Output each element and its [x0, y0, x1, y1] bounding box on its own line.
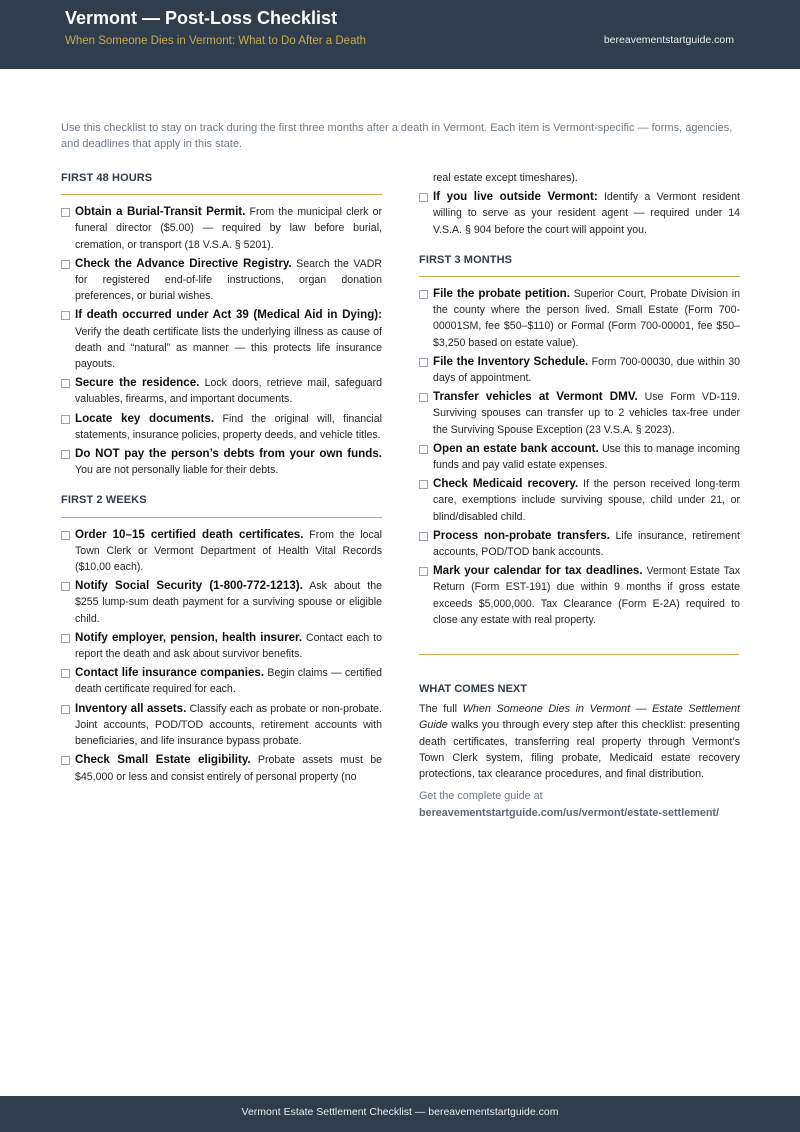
item-continuation: real estate except timeshares). — [433, 172, 578, 184]
checklist-item — [61, 665, 382, 697]
item-text: Lock doors, retrieve mail, safeguard valuables, firearms, and important documents. — [75, 377, 382, 406]
item-heading: Notify employer, pension, health insurer. — [75, 630, 303, 644]
checklist-item — [61, 578, 382, 627]
item-text: Probate assets must be $45,000 or less and consist entirely of personal property (no — [75, 754, 382, 783]
checkbox[interactable] — [61, 260, 70, 269]
right-column — [419, 170, 740, 821]
item-heading: Secure the residence. — [75, 376, 200, 390]
checklist-item — [419, 389, 740, 438]
checklist-item — [61, 527, 382, 576]
footer-text: Vermont Estate Settlement Checklist — bereavementstartguide.com — [241, 1106, 559, 1118]
item-text: Verify the death certificate lists the underlying illness as cause of death and “natural” as manner — this protects life insurance payouts. — [75, 325, 382, 371]
checklist-item — [61, 752, 382, 784]
checklist-first-2-weeks-extra — [419, 189, 740, 238]
page-title: Vermont — Post-Loss Checklist — [65, 8, 338, 28]
checklist-first-48-hours — [61, 204, 382, 478]
item-text: If the person received long-term care, exemptions include surviving spouse, child under 21, or blind/disabled child. — [433, 478, 740, 523]
item-text: Ask about the $255 lump-sum death payment for a surviving spouse or eligible child. — [75, 580, 382, 625]
checklist-item — [61, 375, 382, 407]
item-text: Use Form VD-119. Surviving spouses can transfer up to 2 vehicles tax-free under the Surviving Spouse Exception (23 V.S.A. § 2023). — [433, 391, 740, 436]
checkbox[interactable] — [419, 532, 428, 541]
checklist-item — [419, 354, 740, 386]
checkbox[interactable] — [61, 582, 70, 591]
next-divider — [419, 654, 739, 655]
checkbox[interactable] — [61, 311, 70, 320]
next-body-prefix: The full — [419, 703, 458, 716]
page-subtitle: When Someone Dies in Vermont: What to Do After a Death — [65, 35, 367, 47]
checklist-item — [61, 256, 382, 305]
checklist-item — [61, 204, 382, 253]
page-footer — [0, 1096, 800, 1132]
checklist-item — [419, 286, 740, 351]
section-title-first-48-hours: FIRST 48 HOURS — [61, 172, 153, 184]
item-text: You are not personally liable for their debts. — [75, 464, 279, 477]
section-divider — [61, 517, 382, 518]
checklist-item — [61, 307, 382, 372]
item-heading: Check the Advance Directive Registry. — [75, 256, 292, 270]
item-text: From the local Town Clerk or Vermont Department of Health Vital Records ($10.00 each). — [75, 528, 382, 574]
item-text: Contact each to report the death and ask about survivor benefits. — [75, 631, 382, 661]
checkbox[interactable] — [419, 358, 428, 367]
checklist-item — [419, 441, 740, 473]
item-heading: Obtain a Burial-Transit Permit. — [75, 205, 246, 219]
checklist-item — [61, 630, 382, 662]
checklist-item — [61, 411, 382, 443]
item-heading: Mark your calendar for tax deadlines. — [433, 564, 643, 578]
next-body-suffix: walks you through every step after this checklist: presenting death certificates, transferring real property through Vermont’s Town Clerk system, filing probate, Medicaid estate recovery protections, tax clearance procedures, and final distribution. — [419, 719, 741, 781]
checklist-item — [61, 701, 382, 750]
item-heading: Transfer vehicles at Vermont DMV. — [433, 390, 638, 404]
item-text: Vermont Estate Tax Return (Form EST-191) due within 9 months if gross estate exceeds $5,000,000. Tax Clearance (Form E-2A) required to close any estate with real property. — [433, 565, 741, 626]
item-heading: Do NOT pay the person’s debts from your own funds. — [75, 447, 382, 461]
checklist-item — [419, 563, 740, 628]
item-text: Classify each as probate or non-probate. Joint accounts, POD/TOD accounts, retirement accounts with beneficiaries, and life insurance bypass probate. — [75, 702, 382, 748]
checkbox[interactable] — [61, 669, 70, 678]
header-site-link[interactable]: bereavementstartguide.com — [603, 34, 734, 46]
item-heading: Check Medicaid recovery. — [433, 477, 579, 491]
guide-title: When Someone Dies in Vermont — Estate Settlement Guide — [419, 703, 740, 732]
checkbox[interactable] — [61, 379, 70, 388]
checklist-item — [419, 528, 740, 560]
item-heading: Check Small Estate eligibility. — [75, 753, 251, 767]
intro-text: Use this checklist to stay on track during the first three months after a death in Vermont. Each item is Vermont-specific — forms, agencies, and deadlines that apply in this state. — [61, 122, 733, 150]
item-heading: Open an estate bank account. — [433, 441, 599, 455]
item-text: Use this to manage incoming funds and pay valid estate expenses. — [433, 442, 740, 472]
checklist-item — [419, 189, 740, 238]
item-heading: Process non-probate transfers. — [433, 528, 611, 542]
item-text: Find the original will, financial statements, insurance policies, property deeds, and vehicle titles. — [75, 412, 383, 441]
item-heading: Inventory all assets. — [75, 701, 187, 715]
checkbox[interactable] — [61, 531, 70, 540]
checklist-item — [61, 446, 382, 478]
item-text: Superior Court, Probate Division in the county where the person lived. Small Estate (Form 700-00001SM, fee $50–$110) or Formal (Form 700-00001, fee $50–$3,250 based on estate value). — [433, 288, 740, 349]
checkbox[interactable] — [419, 567, 428, 576]
checkbox[interactable] — [61, 756, 70, 765]
item-heading: If death occurred under Act 39 (Medical Aid in Dying): — [75, 308, 382, 322]
item-text: Form 700-00030, due within 30 days of appointment. — [433, 355, 740, 385]
item-heading: Locate key documents. — [75, 411, 215, 425]
next-section-body — [419, 701, 740, 782]
checkbox[interactable] — [419, 290, 428, 299]
checklist-first-3-months — [419, 286, 740, 628]
item-heading: Order 10–15 certified death certificates. — [75, 527, 304, 541]
item-heading: File the Inventory Schedule. — [433, 354, 589, 368]
item-text: Search the VADR for registered end-of-life instructions, organ donation preferences, or burial wishes. — [75, 257, 383, 303]
guide-link[interactable]: bereavementstartguide.com/us/vermont/estate-settlement/ — [419, 806, 720, 819]
checkbox[interactable] — [419, 193, 428, 202]
left-column — [61, 170, 382, 788]
checklist-first-2-weeks — [61, 527, 382, 785]
section-divider — [419, 276, 740, 277]
checkbox[interactable] — [61, 705, 70, 714]
item-heading: File the probate petition. — [433, 287, 570, 301]
checkbox[interactable] — [419, 480, 428, 489]
item-text: From the municipal clerk or funeral director ($5.00) — required by law before burial, cremation, or transport (18 V.S.A. § 5201). — [75, 206, 382, 251]
page-header — [0, 0, 800, 69]
item-heading: Notify Social Security (1-800-772-1213). — [75, 579, 303, 593]
checkbox[interactable] — [61, 415, 70, 424]
item-text: Life insurance, retirement accounts, POD/TOD bank accounts. — [433, 529, 740, 559]
checkbox[interactable] — [419, 445, 428, 454]
item-text: Identify a Vermont resident willing to serve as your resident agent — required under 14 V.S.A. § 904 before the court will appoint you. — [433, 191, 740, 236]
section-divider — [61, 194, 382, 195]
guide-cta: Get the complete guide at — [419, 790, 543, 803]
next-section-title: WHAT COMES NEXT — [419, 683, 527, 696]
checkbox[interactable] — [419, 393, 428, 402]
item-heading: Contact life insurance companies. — [75, 666, 265, 680]
checklist-item — [419, 476, 740, 525]
checkbox[interactable] — [61, 450, 70, 459]
item-text: Begin claims — certified death certificate required for each. — [75, 667, 382, 696]
section-title-first-2-weeks: FIRST 2 WEEKS — [61, 494, 147, 507]
section-title-first-3-months: FIRST 3 MONTHS — [419, 253, 513, 266]
item-heading: If you live outside Vermont: — [433, 190, 598, 204]
checkbox[interactable] — [61, 208, 70, 217]
checkbox[interactable] — [61, 634, 70, 643]
